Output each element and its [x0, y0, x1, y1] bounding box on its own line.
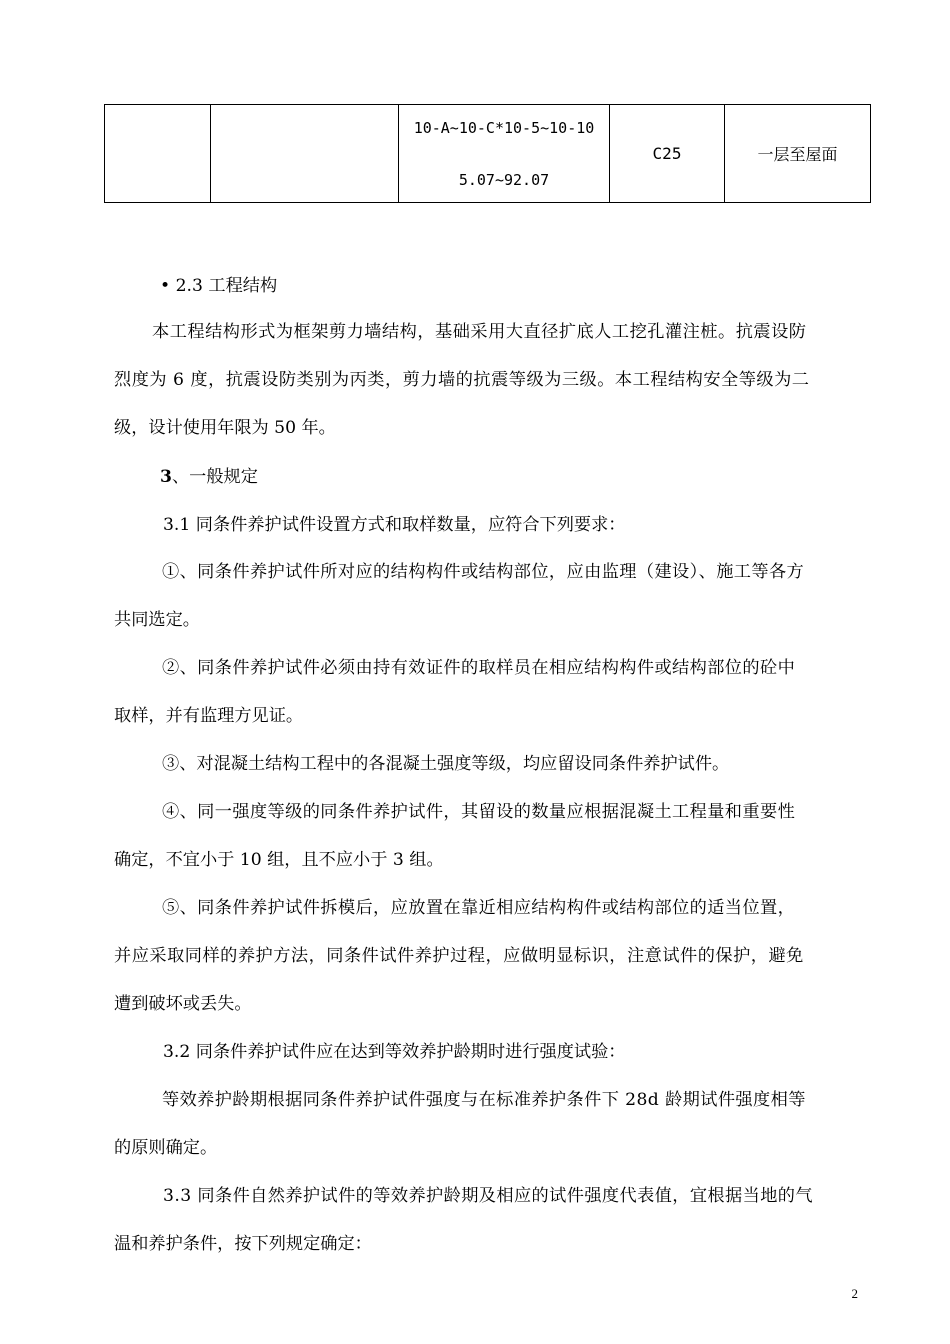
- item-4-line2: 确定，不宜小于 10 组，且不应小于 3 组。: [114, 850, 444, 870]
- section-3-heading: [160, 462, 258, 487]
- section-2-3-heading: • 2.3 工程结构: [160, 276, 278, 296]
- item-1-line1: ①、同条件养护试件所对应的结构构件或结构部位，应由监理（建设）、施工等各方: [162, 562, 805, 582]
- item-5-line1: ⑤、同条件养护试件拆模后，应放置在靠近相应结构构件或结构部位的适当位置，: [162, 898, 796, 918]
- table-row: [105, 105, 871, 203]
- axis-range-text: 10-A~10-C*10-5~10-10: [413, 118, 595, 137]
- section-2-3-para-line3: 级，设计使用年限为 50 年。: [114, 418, 336, 438]
- elevation-range-text: 5.07~92.07: [458, 170, 550, 189]
- section-3-3-line1: 3.3 同条件自然养护试件的等效养护龄期及相应的试件强度代表值，宜根据当地的气: [163, 1186, 813, 1206]
- item-5-line3: 遭到破坏或丢失。: [114, 994, 252, 1014]
- table-cell-2: [211, 105, 399, 203]
- section-3-2-para-line2: 的原则确定。: [114, 1138, 218, 1158]
- section-3-number: 3: [160, 467, 172, 487]
- section-2-3-para-line1: 本工程结构形式为框架剪力墙结构，基础采用大直径扩底人工挖孔灌注桩。抗震设防: [152, 322, 807, 342]
- concrete-grade-cell: C25: [610, 105, 725, 203]
- item-1-line2: 共同选定。: [114, 610, 200, 630]
- item-3-line1: ③、对混凝土结构工程中的各混凝土强度等级，均应留设同条件养护试件。: [162, 754, 730, 774]
- page-number: 2: [851, 1286, 858, 1301]
- spec-table: [104, 104, 871, 203]
- section-3-1-text: 3.1 同条件养护试件设置方式和取样数量，应符合下列要求：: [163, 515, 626, 535]
- item-5-line2: 并应采取同样的养护方法，同条件试件养护过程，应做明显标识，注意试件的保护，避免: [114, 946, 804, 966]
- item-2-line2: 取样，并有监理方见证。: [114, 706, 304, 726]
- item-4-line1: ④、同一强度等级的同条件养护试件，其留设的数量应根据混凝土工程量和重要性: [162, 802, 796, 822]
- section-3-2-para-line1: 等效养护龄期根据同条件养护试件强度与在标准养护条件下 28d 龄期试件强度相等: [162, 1090, 806, 1110]
- section-2-3-para-line2: 烈度为 6 度，抗震设防类别为丙类，剪力墙的抗震等级为三级。本工程结构安全等级为二: [114, 370, 810, 390]
- table-cell-axis: [399, 105, 610, 203]
- section-3-3-line2: 温和养护条件，按下列规定确定：: [114, 1234, 372, 1254]
- table-cell-1: [105, 105, 211, 203]
- section-3-title: 、一般规定: [171, 467, 258, 487]
- section-3-2-text: 3.2 同条件养护试件应在达到等效养护龄期时进行强度试验：: [163, 1042, 626, 1062]
- item-2-line1: ②、同条件养护试件必须由持有效证件的取样员在相应结构构件或结构部位的砼中: [162, 658, 796, 678]
- floor-range-cell: 一层至屋面: [725, 105, 871, 203]
